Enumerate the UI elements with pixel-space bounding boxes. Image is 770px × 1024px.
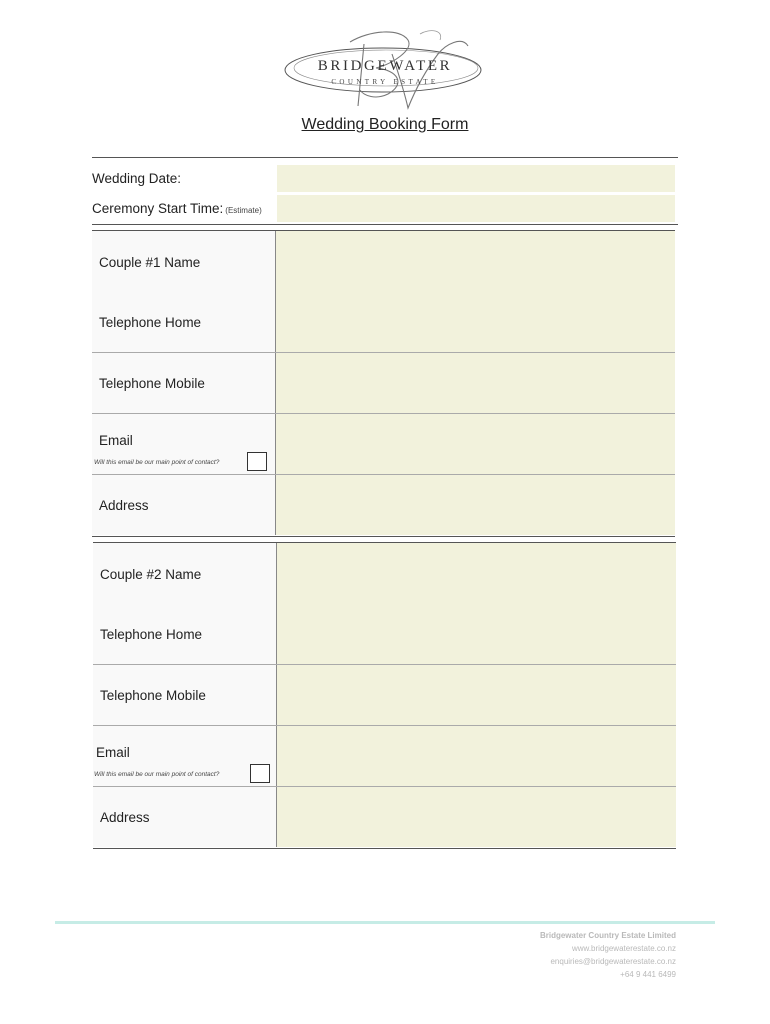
couple-2-email-hint: Will this email be our main point of contact?: [94, 771, 220, 778]
couple-1-name-label: Couple #1 Name: [99, 255, 201, 270]
couple-1-address-label-cell: [92, 475, 276, 535]
couple-1-phone-mobile-label-cell: [92, 353, 276, 413]
wedding-date-field[interactable]: [277, 165, 675, 192]
couple-1-email-hint: Will this email be our main point of contact?: [94, 459, 220, 466]
couple-1-phone-home-field[interactable]: [276, 292, 675, 352]
couple-2-phone-home-label-cell: [93, 604, 277, 664]
couple-2-name-row: [93, 543, 676, 605]
couple-1-email-label: Email: [99, 433, 133, 448]
couple-2-email-row: [93, 726, 676, 787]
footer-company: Bridgewater Country Estate Limited: [539, 931, 676, 940]
couple-1-phone-mobile-field[interactable]: [276, 353, 675, 413]
logo-name: BRIDGEWATER: [317, 58, 453, 74]
couple-1-address-label: Address: [99, 498, 149, 513]
couple-1-name-field[interactable]: [276, 231, 675, 292]
ceremony-start-label-text: Ceremony Start Time:: [92, 201, 224, 216]
couple-2-phone-mobile-label-cell: [93, 665, 277, 725]
couple-2-phone-home-field[interactable]: [277, 604, 676, 664]
footer-phone: +64 9 441 6499: [620, 970, 676, 979]
couple-2-address-row: [93, 787, 676, 847]
couple-2-email-label-cell: [93, 726, 277, 786]
couple-2-phone-mobile-row: [93, 665, 676, 726]
couple-2-name-field[interactable]: [277, 543, 676, 604]
top-fields-divider: [92, 224, 678, 225]
footer-website[interactable]: www.bridgewaterestate.co.nz: [571, 944, 676, 953]
footer-rule: [55, 921, 715, 924]
couple-2-name-label: Couple #2 Name: [100, 567, 202, 582]
couple-1-address-row: [92, 475, 675, 535]
couple-2-phone-home-row: [93, 604, 676, 665]
couple-2-address-label-cell: [93, 787, 277, 847]
couple-1-address-field[interactable]: [276, 475, 675, 535]
ceremony-start-note: (Estimate): [225, 206, 262, 215]
couple-1-phone-mobile-row: [92, 353, 675, 414]
couple-2-phone-mobile-label: Telephone Mobile: [100, 688, 206, 703]
couple-1-email-label-cell: [92, 414, 276, 474]
logo-subtitle: COUNTRY ESTATE: [331, 78, 439, 86]
couple-1-name-label-cell: [92, 231, 276, 292]
couple-1-email-field[interactable]: [276, 414, 675, 474]
couple-2-address-field[interactable]: [277, 787, 676, 847]
couple-1-name-row: [92, 231, 675, 293]
couple-2-phone-home-label: Telephone Home: [100, 627, 203, 642]
couple-2-section: [93, 542, 676, 849]
couple-1-phone-home-label-cell: [92, 292, 276, 352]
couple-2-address-label: Address: [100, 810, 150, 825]
bridgewater-logo: [280, 24, 490, 110]
couple-1-email-row: [92, 414, 675, 475]
couple-1-phone-mobile-label: Telephone Mobile: [99, 376, 205, 391]
form-title: Wedding Booking Form: [301, 116, 469, 133]
couple-2-phone-mobile-field[interactable]: [277, 665, 676, 725]
footer-email[interactable]: enquiries@bridgewaterestate.co.nz: [550, 957, 676, 966]
couple-2-email-field[interactable]: [277, 726, 676, 786]
couple-1-section: [92, 230, 675, 537]
couple-2-name-label-cell: [93, 543, 277, 604]
wedding-date-label: Wedding Date:: [92, 171, 182, 186]
ceremony-start-label: [92, 201, 262, 216]
ceremony-start-field[interactable]: [277, 195, 675, 222]
couple-1-main-contact-checkbox[interactable]: [247, 452, 267, 471]
top-divider: [92, 157, 678, 158]
couple-1-phone-home-label: Telephone Home: [99, 315, 202, 330]
couple-1-phone-home-row: [92, 292, 675, 353]
couple-2-email-label: Email: [96, 745, 130, 760]
couple-2-main-contact-checkbox[interactable]: [250, 764, 270, 783]
